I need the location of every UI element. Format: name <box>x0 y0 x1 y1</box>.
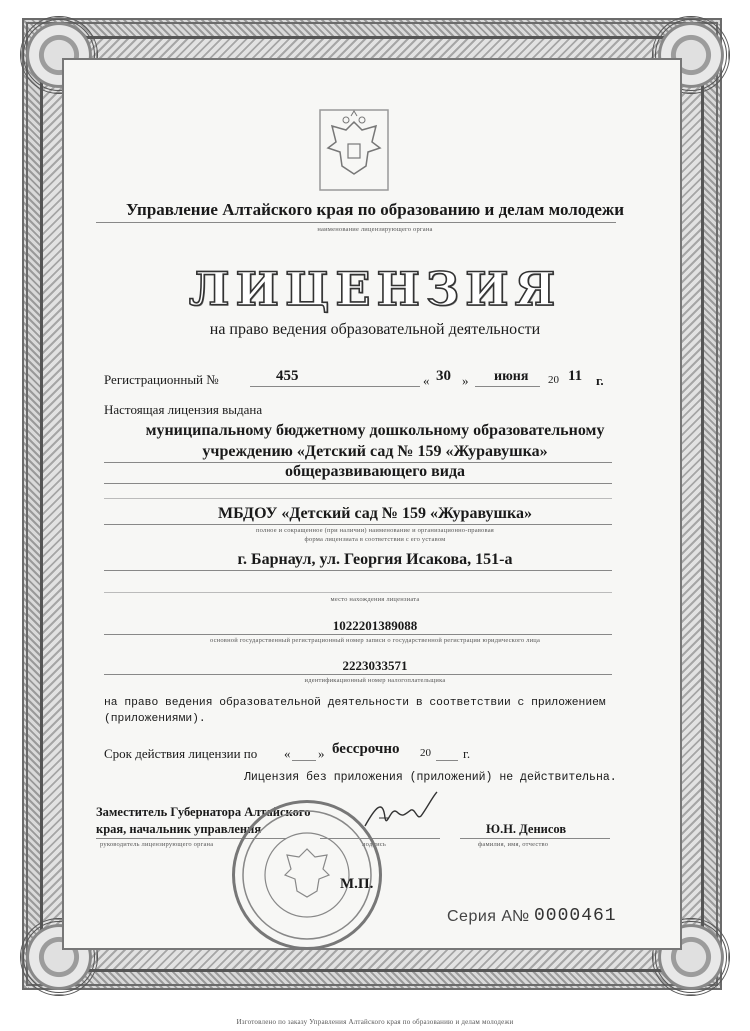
footer-manufacturer: Изготовлено по заказу Управления Алтайского края по образованию и делам молодежи <box>236 1018 514 1026</box>
signature-caption: подпись <box>362 841 387 848</box>
licensee-address: г. Барнаул, ул. Георгия Исакова, 151-а <box>237 551 513 568</box>
address-caption: место нахождения лицензиата <box>330 596 420 603</box>
document-subtitle: на право ведения образовательной деятельности <box>209 321 541 338</box>
validity-quote-close: » <box>318 746 325 761</box>
signer-position-1: Заместитель Губернатора Алтайского <box>96 805 311 819</box>
seal-emblem-icon <box>235 803 379 947</box>
signer-position-2: края, начальник управления <box>96 822 262 836</box>
licensee-caption-2: форма лицензиата в соответствии с его уставом <box>304 536 446 543</box>
registration-number: 455 <box>276 368 299 384</box>
signer-name-caption: фамилия, имя, отчество <box>478 841 549 848</box>
validity-year-prefix: 20 <box>420 747 431 759</box>
licensee-name-line-2: учреждению «Детский сад № 159 «Журавушка» <box>202 443 548 460</box>
signer-name: Ю.Н. Денисов <box>486 822 567 836</box>
license-scope-line-1: на право ведения образовательной деятельности в соответствии с приложением <box>104 697 606 709</box>
divider <box>96 222 616 223</box>
series-label: Серия А <box>447 908 513 925</box>
coat-of-arms-icon <box>318 108 390 192</box>
inn-caption: идентификационный номер налогоплательщика <box>304 677 446 684</box>
divider <box>292 760 316 761</box>
registration-year: 11 <box>568 368 583 384</box>
divider <box>460 838 610 839</box>
licensee-short-name: МБДОУ «Детский сад № 159 «Журавушка» <box>217 505 533 522</box>
license-scope-line-2: (приложениями). <box>104 713 206 725</box>
registration-label: Регистрационный № <box>104 372 219 387</box>
document-title: ЛИЦЕНЗИЯ <box>188 262 562 316</box>
licensee-caption-1: полное и сокращенное (при наличии) наименование и организационно-правовая <box>256 527 494 534</box>
divider <box>104 498 612 499</box>
issuing-authority-caption: наименование лицензирующего органа <box>317 226 433 233</box>
validity-value: бессрочно <box>332 741 400 757</box>
validity-year-unit: г. <box>463 746 471 761</box>
registration-year-unit: г. <box>596 373 604 388</box>
issued-to-label: Настоящая лицензия выдана <box>104 402 263 417</box>
date-quote-close: » <box>462 373 469 388</box>
series-number-label: № <box>512 908 530 925</box>
licensee-name-line-3: общеразвивающего вида <box>284 463 466 480</box>
official-seal <box>232 800 382 950</box>
date-quote-open: « <box>423 373 430 388</box>
ogrn-number: 1022201389088 <box>332 618 418 633</box>
inn-number: 2223033571 <box>342 658 408 673</box>
validity-note: Лицензия без приложения (приложений) не действительна. <box>244 771 617 784</box>
seal-label: М.П. <box>340 876 374 892</box>
divider <box>104 483 612 484</box>
issuing-authority-name: Управление Алтайского края по образованию и делам молодежи <box>125 200 625 219</box>
validity-quote-open: « <box>284 746 291 761</box>
series-number: 0000461 <box>534 906 617 926</box>
divider <box>104 570 612 571</box>
divider <box>104 634 612 635</box>
divider <box>436 760 458 761</box>
licensee-name-line-1: муниципальному бюджетному дошкольному образовательному <box>145 422 605 439</box>
registration-day: 30 <box>436 368 451 384</box>
divider <box>104 592 612 593</box>
divider <box>250 386 420 387</box>
registration-month: июня <box>494 369 529 384</box>
signer-position-caption: руководитель лицензирующего органа <box>100 841 214 848</box>
validity-label: Срок действия лицензии по <box>104 746 258 761</box>
ogrn-caption: основной государственный регистрационный номер записи о государственной регистрации юридического лица <box>209 637 541 644</box>
registration-year-prefix: 20 <box>548 374 559 386</box>
divider <box>475 386 540 387</box>
divider <box>104 674 612 675</box>
divider <box>104 524 612 525</box>
